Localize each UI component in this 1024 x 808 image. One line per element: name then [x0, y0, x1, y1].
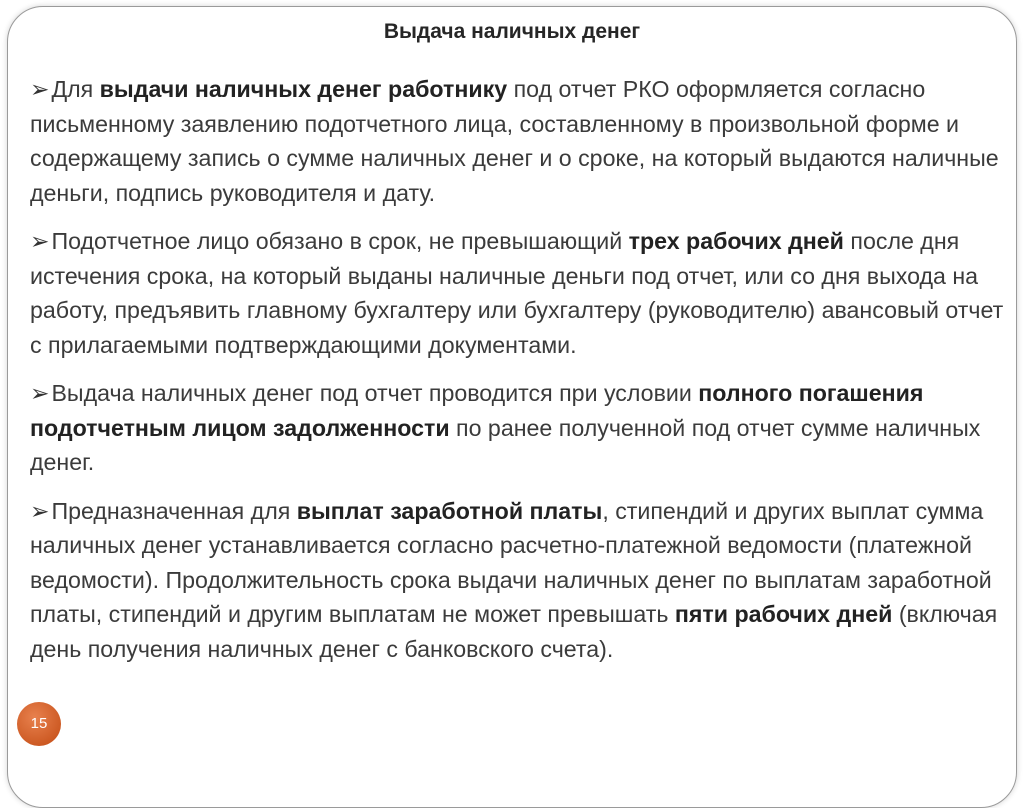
- page-number-badge: 15: [17, 702, 61, 746]
- paragraph-text: Предназначенная для: [51, 497, 297, 524]
- bullet-paragraph: [30, 72, 1005, 210]
- paragraph-text: по ранее полученной под отчет сумме наличных денег.: [30, 414, 981, 475]
- paragraph-emphasis: полного погашения подотчетным лицом задолженности: [30, 380, 924, 441]
- paragraph-text: , стипендий и других выплат сумма наличных денег устанавливается согласно расчетно-платежной ведомости (платежной ведомости). Продолжительность срока выдачи наличных денег по выплатам заработной платы, стипендий и другим выплатам не может превышать: [30, 497, 992, 627]
- paragraph-emphasis: выплат заработной платы: [296, 497, 603, 524]
- slide-content: [30, 72, 1005, 680]
- paragraph-text: (включая день получения наличных денег с банковского счета).: [30, 601, 998, 662]
- slide-title: Выдача наличных денег: [383, 20, 641, 43]
- paragraph-emphasis: выдачи наличных денег работнику: [99, 76, 508, 102]
- paragraph-text: Выдача наличных денег под отчет проводится при условии: [51, 380, 699, 406]
- paragraph-text: после дня истечения срока, на который выданы наличные деньги под отчет, или со дня выхода на работу, предъявить главному бухгалтеру или бухгалтеру (руководителю) авансовый отчет с прилагаемыми подтверждающими документами.: [30, 228, 1004, 358]
- paragraph-text: Для: [51, 76, 100, 102]
- paragraph-text: под отчет РКО оформляется согласно письменному заявлению подотчетного лица, составленному в произвольной форме и содержащему запись о сумме наличных денег и о сроке, на который выдаются наличные деньги, подпись руководителя и дату.: [30, 76, 999, 206]
- arrow-bullet-icon: ➢: [30, 228, 50, 254]
- paragraph-emphasis: пяти рабочих дней: [674, 601, 893, 627]
- arrow-bullet-icon: ➢: [30, 76, 50, 102]
- bullet-paragraph: [30, 494, 1005, 667]
- arrow-bullet-icon: ➢: [30, 497, 50, 524]
- bullet-paragraph: [30, 224, 1005, 362]
- paragraph-text: Подотчетное лицо обязано в срок, не превышающий: [51, 228, 629, 254]
- arrow-bullet-icon: ➢: [30, 380, 50, 406]
- bullet-paragraph: [30, 376, 1005, 480]
- paragraph-emphasis: трех рабочих дней: [628, 228, 844, 254]
